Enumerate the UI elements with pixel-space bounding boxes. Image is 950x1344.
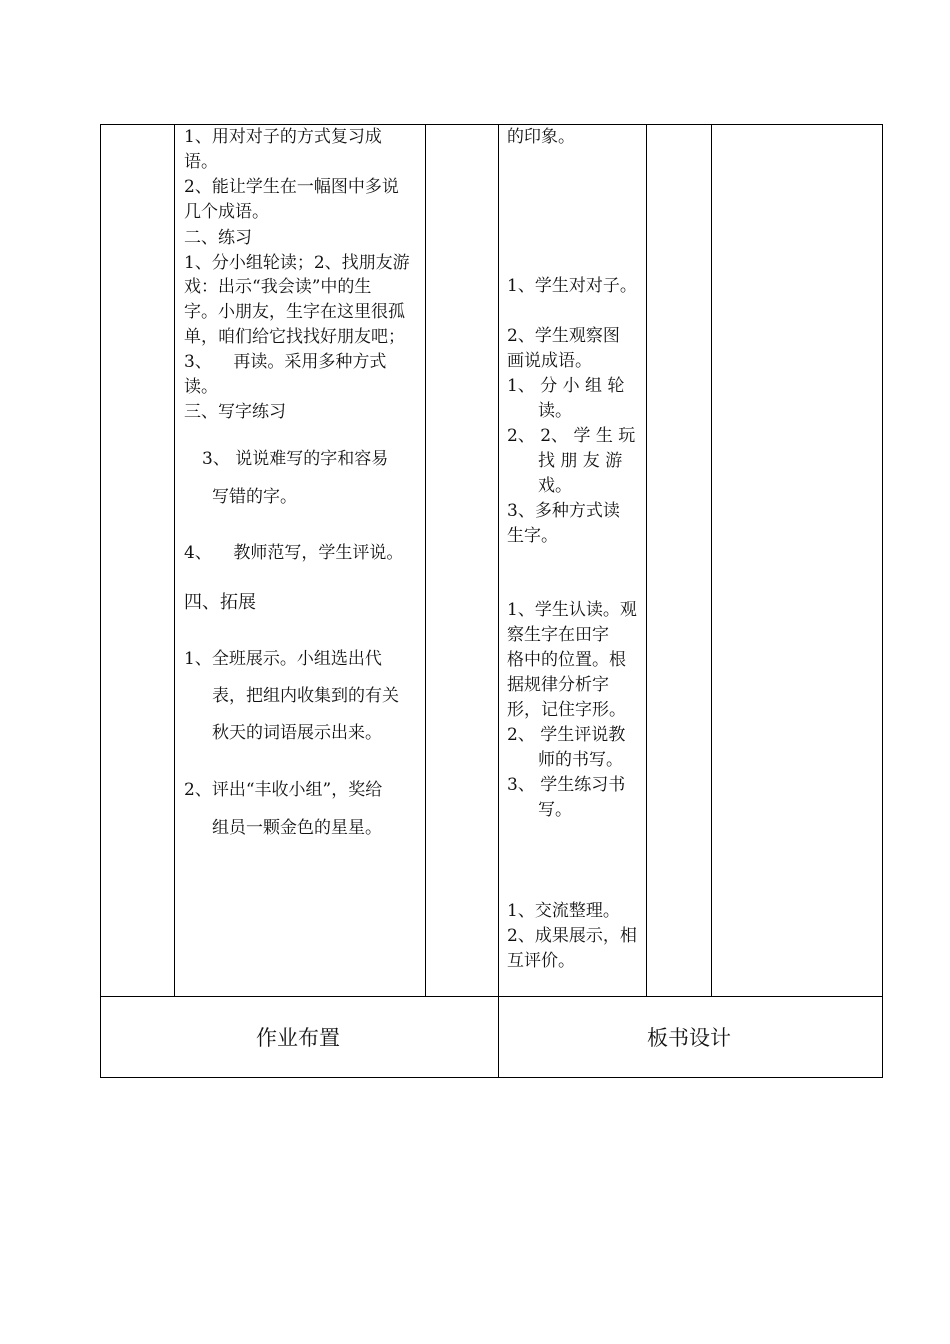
table-border-left xyxy=(100,124,101,1078)
teacher-section-heading: 三、写字练习 xyxy=(184,402,286,422)
student-line: 2、 学生评说教 xyxy=(507,725,626,745)
board-design-heading: 板书设计 xyxy=(647,1026,731,1050)
teacher-line: 戏：出示“我会读”中的生 xyxy=(184,277,372,297)
student-line: 1、学生对对子。 xyxy=(507,276,637,296)
student-line: 格中的位置。根 xyxy=(507,650,626,670)
student-line: 生字。 xyxy=(507,526,558,546)
student-line: 读。 xyxy=(538,401,572,421)
teacher-line: 1、分小组轮读；2、找朋友游 xyxy=(184,253,410,273)
teacher-line: 字。小朋友，生字在这里很孤 xyxy=(184,302,405,322)
student-line: 找 朋 友 游 xyxy=(538,451,623,471)
table-row-divider xyxy=(100,996,883,997)
homework-heading: 作业布置 xyxy=(256,1026,340,1050)
student-line: 1、交流整理。 xyxy=(507,901,620,921)
student-line: 的印象。 xyxy=(507,127,575,147)
teacher-line: 4、 教师范写，学生评说。 xyxy=(184,543,404,563)
student-line: 3、 学生练习书 xyxy=(507,775,626,795)
student-line: 3、多种方式读 xyxy=(507,501,620,521)
teacher-line: 单，咱们给它找找好朋友吧； xyxy=(184,327,405,347)
teacher-line: 秋天的词语展示出来。 xyxy=(212,723,382,743)
teacher-line: 几个成语。 xyxy=(184,202,269,222)
teacher-line: 3、 说说难写的字和容易 xyxy=(202,449,389,469)
teacher-section-heading: 四、拓展 xyxy=(184,592,256,613)
student-line: 1、学生认读。观 xyxy=(507,600,637,620)
student-line: 2、成果展示，相 xyxy=(507,926,637,946)
teacher-section-heading: 二、练习 xyxy=(184,228,252,248)
student-line: 形，记住字形。 xyxy=(507,700,626,720)
teacher-line: 2、评出“丰收小组”，奖给 xyxy=(184,780,383,800)
table-border-right xyxy=(882,124,883,1078)
teacher-line: 读。 xyxy=(184,377,218,397)
teacher-line: 2、能让学生在一幅图中多说 xyxy=(184,177,399,197)
column-divider-1 xyxy=(174,124,175,997)
teacher-line: 组员一颗金色的星星。 xyxy=(212,818,382,838)
teacher-line: 1、用对对子的方式复习成 xyxy=(184,127,382,147)
column-divider-5 xyxy=(711,124,712,997)
teacher-line: 1、全班展示。小组选出代 xyxy=(184,649,382,669)
column-divider-center xyxy=(498,124,499,1078)
column-divider-4 xyxy=(646,124,647,997)
teacher-line: 写错的字。 xyxy=(212,487,297,507)
student-line: 2、 2、 学 生 玩 xyxy=(507,426,636,446)
teacher-line: 表，把组内收集到的有关 xyxy=(212,686,399,706)
teacher-line: 3、 再读。采用多种方式 xyxy=(184,352,387,372)
student-line: 察生字在田字 xyxy=(507,625,609,645)
student-line: 师的书写。 xyxy=(538,750,623,770)
student-line: 写。 xyxy=(538,800,572,820)
student-line: 互评价。 xyxy=(507,951,575,971)
table-border-bottom xyxy=(100,1077,883,1078)
student-line: 画说成语。 xyxy=(507,351,592,371)
student-line: 2、学生观察图 xyxy=(507,326,620,346)
student-line: 戏。 xyxy=(538,476,572,496)
teacher-line: 语。 xyxy=(184,152,218,172)
column-divider-2 xyxy=(425,124,426,997)
student-line: 据规律分析字 xyxy=(507,675,609,695)
student-line: 1、 分 小 组 轮 xyxy=(507,376,625,396)
